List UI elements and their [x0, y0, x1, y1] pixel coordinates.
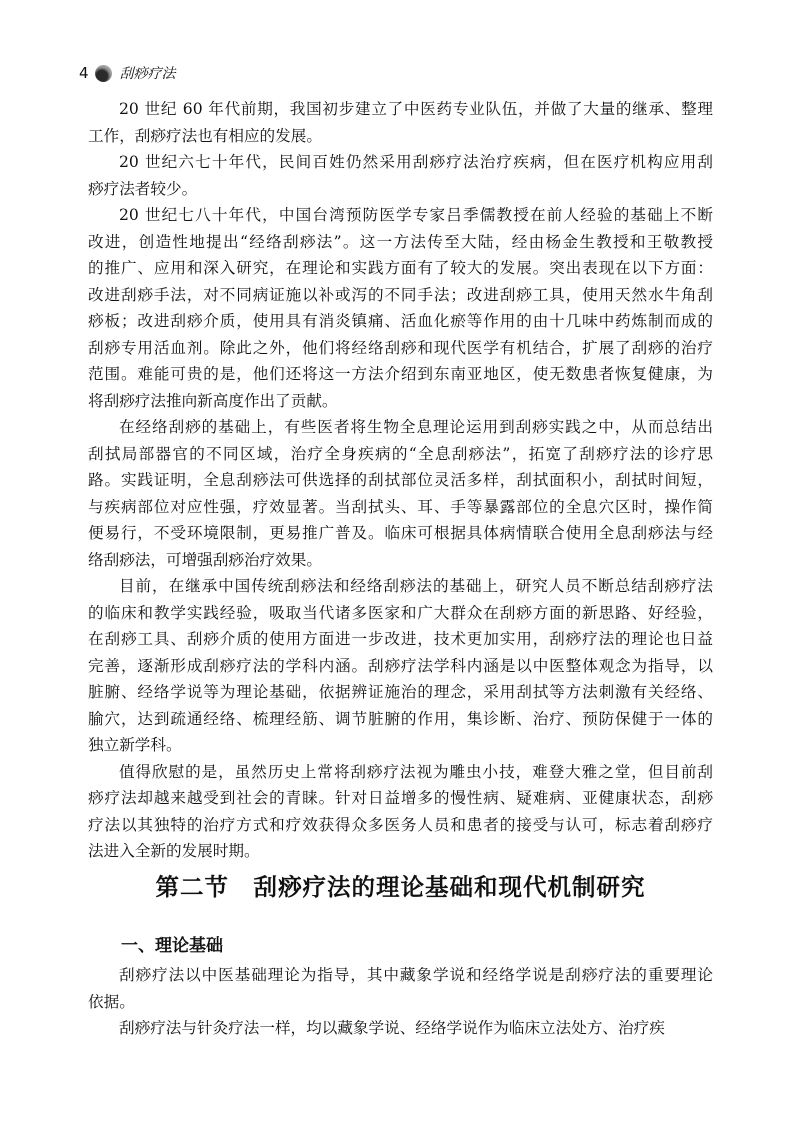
- paragraph: [88, 149, 713, 202]
- text-line: 法进入全新的发展时期。: [88, 842, 260, 860]
- paragraph: [88, 202, 713, 414]
- subheading: 一、理论基础: [121, 936, 223, 956]
- text-line: 刮痧疗法以中医基础理论为指导，其中藏象学说和经络学说是刮痧疗法的重要理论: [119, 966, 713, 984]
- running-book-title: 刮痧疗法: [119, 66, 176, 82]
- section-title: 第二节 刮痧疗法的理论基础和现代机制研究: [155, 873, 646, 901]
- paragraph: [88, 759, 713, 865]
- text-line: 改进，创造性地提出“经络刮痧法”。这一方法传至大陆，经由杨金生教授和王敬教授: [88, 232, 713, 251]
- text-line: 疗法以其独特的治疗方式和疗效获得众多医务人员和患者的接受与认可，标志着刮痧疗: [88, 815, 713, 834]
- text-line: 20 世纪七八十年代，中国台湾预防医学专家吕季儒教授在前人经验的基础上不断: [119, 206, 713, 224]
- text-line: 20 世纪 60 年代前期，我国初步建立了中医药专业队伍，并做了大量的继承、整理: [119, 100, 713, 118]
- text-line: 将刮痧疗法推向新高度作出了贡献。: [88, 391, 338, 410]
- text-line: 刮痧专用活血剂。除此之外，他们将经络刮痧和现代医学有机结合，扩展了刮痧的治疗: [88, 338, 713, 357]
- text-line: 便易行，不受环境限制，更易推广普及。临床可根据具体病情联合使用全息刮痧法与经: [88, 524, 713, 542]
- text-line: 刮痧疗法与针灸疗法一样，均以藏象学说、经络学说作为临床立法处方、治疗疾: [119, 1019, 665, 1037]
- paragraph: [88, 962, 713, 1015]
- text-line: 痧板；改进刮痧介质，使用具有消炎镇痛、活血化瘀等作用的由十几味中药炼制而成的: [88, 312, 713, 330]
- body-text-upper: [88, 96, 713, 865]
- text-line: 刮拭局部器官的不同区域，治疗全身疾病的“全息刮痧法”，拓宽了刮痧疗法的诊疗思: [88, 444, 713, 463]
- text-line: 依据。: [88, 992, 135, 1011]
- paragraph: [88, 573, 713, 759]
- book-logo-icon: [95, 65, 112, 82]
- running-header: [79, 61, 176, 85]
- text-line: 在刮痧工具、刮痧介质的使用方面进一步改进，技术更加实用，刮痧疗法的理论也日益: [88, 630, 713, 648]
- page-number: 4: [79, 64, 89, 82]
- text-line: 值得欣慰的是，虽然历史上常将刮痧疗法视为雕虫小技，难登大雅之堂，但目前刮: [119, 762, 713, 781]
- text-line: 腧穴，达到疏通经络、梳理经筋、调节脏腑的作用，集诊断、治疗、预防保健于一体的: [88, 709, 713, 728]
- text-line: 痧疗法却越来越受到社会的青睐。针对日益增多的慢性病、疑难病、亚健康状态，刮痧: [88, 789, 713, 807]
- text-line: 完善，逐渐形成刮痧疗法的学科内涵。刮痧疗法学科内涵是以中医整体观念为指导，以: [88, 656, 713, 675]
- text-line: 在经络刮痧的基础上，有些医者将生物全息理论运用到刮痧实践之中，从而总结出: [119, 418, 713, 436]
- text-line: 工作，刮痧疗法也有相应的发展。: [88, 126, 322, 145]
- text-line: 目前，在继承中国传统刮痧法和经络刮痧法的基础上，研究人员不断总结刮痧疗法: [119, 577, 713, 595]
- paragraph: [88, 1015, 713, 1042]
- text-line: 的临床和教学实践经验，吸取当代诸多医家和广大群众在刮痧方面的新思路、好经验，: [88, 603, 713, 622]
- text-line: 20 世纪六七十年代，民间百姓仍然采用刮痧疗法治疗疾病，但在医疗机构应用刮: [119, 153, 713, 171]
- text-line: 络刮痧法，可增强刮痧治疗效果。: [88, 550, 322, 569]
- text-line: 路。实践证明，全息刮痧法可供选择的刮拭部位灵活多样，刮拭面积小，刮拭时间短，: [88, 471, 713, 489]
- text-line: 独立新学科。: [88, 736, 182, 754]
- text-line: 与疾病部位对应性强，疗效显著。当刮拭头、耳、手等暴露部位的全息穴区时，操作简: [88, 497, 713, 516]
- paragraph: [88, 414, 713, 573]
- paragraph: [88, 96, 713, 149]
- text-line: 痧疗法者较少。: [88, 179, 198, 198]
- text-line: 范围。难能可贵的是，他们还将这一方法介绍到东南亚地区，使无数患者恢复健康，为: [88, 365, 713, 383]
- text-line: 脏腑、经络学说等为理论基础，依据辨证施治的理念，采用刮拭等方法刺激有关经络、: [88, 683, 713, 701]
- body-text-lower: [88, 962, 713, 1042]
- text-line: 的推广、应用和深入研究，在理论和实践方面有了较大的发展。突出表现在以下方面：: [88, 259, 713, 277]
- text-line: 改进刮痧手法，对不同病证施以补或泻的不同手法；改进刮痧工具，使用天然水牛角刮: [88, 285, 713, 304]
